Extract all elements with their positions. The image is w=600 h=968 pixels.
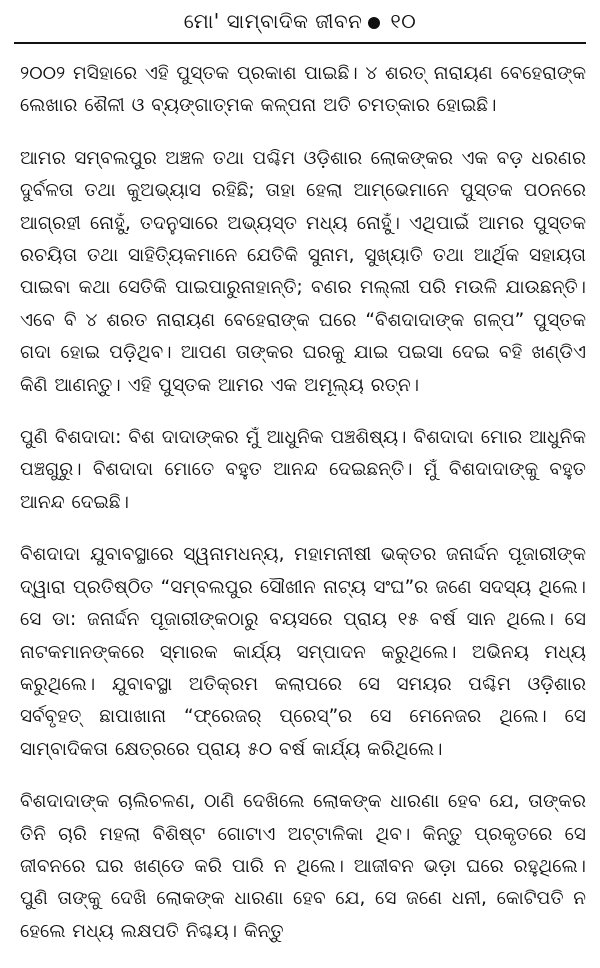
paragraph: ୨୦୦୨ ମସିହାରେ ଏହି ପୁସ୍ତକ ପ୍ରକାଶ ପାଇଛି। ୪ ଶରତ୍ ନାରାୟଣ ବେହେରାଙ୍କ ଲେଖାର ଶୈଳୀ ଓ ବ୍ୟଙ୍ଗାତ୍ମକ କଳ୍ପନା ଅତି ଚମତ୍କାର ହୋଇଛି। bbox=[20, 63, 586, 117]
header-title: ମୋ' ସାମ୍ବାଦିକ ଜୀବନ bbox=[183, 9, 363, 33]
page-number: ୧୦ bbox=[390, 9, 417, 33]
paragraph: ପୁଣି ବିଶଦାଦା: ବିଶ ଦାଦାଙ୍କର ମୁଁ ଆଧୁନିକ ପଞ୍ଚଶିଷ୍ୟ। ବିଶଦାଦା ମୋର ଆଧୁନିକ ପଞ୍ଚଗୁରୁ। ବିଶଦାଦା ମୋତେ ବହୁତ ଆନନ୍ଦ ଦେଇଛନ୍ତି। ମୁଁ ବିଶଦାଦାଙ୍କୁ ବହୁତ ଆନନ୍ଦ ଦେଇଛି। bbox=[20, 427, 586, 513]
bullet-icon bbox=[368, 17, 380, 29]
paragraph: ଆମର ସମ୍ବଲପୁର ଅଞ୍ଚଳ ତଥା ପଶ୍ଚିମ ଓଡ଼ିଶାର ଲୋକଙ୍କର ଏକ ବଡ଼ ଧରଣର ଦୁର୍ବଳତା ତଥା କୁଅଭ୍ୟାସ ରହିଛି; ତାହା ହେଲା ଆମ୍ଭେମାନେ ପୁସ୍ତକ ପଠନରେ ଆଗ୍ରହୀ ନୋହୁଁ, ତଦନୁସାରେ ଅଭ୍ୟସ୍ତ ମଧ୍ୟ ନୋହୁଁ। ଏଥିପାଇଁ ଆମର ପୁସ୍ତକ ରଚୟିତା ତଥା ସାହିତ୍ୟିକମାନେ ଯେତିକି ସୁନାମ, ସୁଖ୍ୟାତି ତଥା ଆର୍ଥିକ ସହାୟତା ପାଇବା କଥା ସେତିକି ପାଇପାରୁନାହାନ୍ତି; ବଣର ମଲ୍ଲୀ ପରି ମଉଳି ଯାଉଛନ୍ତି। ଏବେ ବି ୪ ଶରତ ନାରାୟଣ ବେହେରାଙ୍କ ଘରେ “ବିଶଦାଦାଙ୍କ ଗଳ୍ପ” ପୁସ୍ତକ ଗଦା ହୋଇ ପଡ଼ିଥିବ। ଆପଣ ତାଙ୍କର ଘରକୁ ଯାଇ ପଇସା ଦେଇ ବହି ଖଣ୍ଡିଏ କିଣି ଆଣନ୍ତୁ। ଏହି ପୁସ୍ତକ ଆମର ଏକ ଅମୂଲ୍ୟ ରତ୍ନ। bbox=[20, 147, 586, 396]
header-divider bbox=[14, 42, 586, 44]
body-text bbox=[20, 58, 586, 968]
paragraph: ବିଶଦାଦା ଯୁବାବସ୍ଥାରେ ସ୍ୱନାମଧନ୍ୟ, ମହାମନୀଷୀ ଭକ୍ତର ଜନାର୍ଦ୍ଦନ ପୂଜାରୀଙ୍କ ଦ୍ୱାରା ପ୍ରତିଷ୍ଠିତ “ସମ୍ବଲପୁର ସୌଖୀନ ନାଟ୍ୟ ସଂଘ”ର ଜଣେ ସଦସ୍ୟ ଥିଲେ। ସେ ଡା: ଜନାର୍ଦ୍ଦନ ପୂଜାରୀଙ୍କଠାରୁ ବୟସରେ ପ୍ରାୟ ୧୫ ବର୍ଷ ସାନ ଥିଲେ। ସେ ନାଟକମାନଙ୍କରେ ସ୍ମାରକ କାର୍ଯ୍ୟ ସମ୍ପାଦନ କରୁଥିଲେ। ଅଭିନୟ ମଧ୍ୟ କରୁଥିଲେ। ଯୁବାବସ୍ଥା ଅତିକ୍ରମ କଲାପରେ ସେ ସମୟର ପଶ୍ଚିମ ଓଡ଼ିଶାର ସର୍ବବୃହତ୍ ଛାପାଖାନା “ଫ୍ରେଜର୍ ପ୍ରେସ୍”ର ସେ ମେନେଜର ଥିଲେ। ସେ ସାମ୍ବାଦିକତା କ୍ଷେତ୍ରରେ ପ୍ରାୟ ୫୦ ବର୍ଷ କାର୍ଯ୍ୟ କରିଥିଲେ। bbox=[20, 544, 586, 760]
running-header bbox=[0, 4, 600, 38]
paragraph: ବିଶଦାଦାଙ୍କ ଚାଲିଚଳଣ, ଠାଣି ଦେଖିଲେ ଲୋକଙ୍କ ଧାରଣା ହେବ ଯେ, ତାଙ୍କର ତିନି ଚାରି ମହଲା ବିଶିଷ୍ଟ ଗୋଟାଏ ଅଟ୍ଟାଳିକା ଥିବ। କିନ୍ତୁ ପ୍ରକୃତରେ ସେ ଜୀବନରେ ଘର ଖଣ୍ଡେ କରି ପାରି ନ ଥିଲେ। ଆଜୀବନ ଭଡ଼ା ଘରେ ରହୁଥିଲେ। ପୁଣି ତାଙ୍କୁ ଦେଖି ଲୋକଙ୍କ ଧାରଣା ହେବ ଯେ, ସେ ଜଣେ ଧନୀ, କୋଟିପତି ନ ହେଲେ ମଧ୍ୟ ଲକ୍ଷପତି ନିଶ୍ଚୟ। କିନ୍ତୁ bbox=[20, 791, 586, 942]
